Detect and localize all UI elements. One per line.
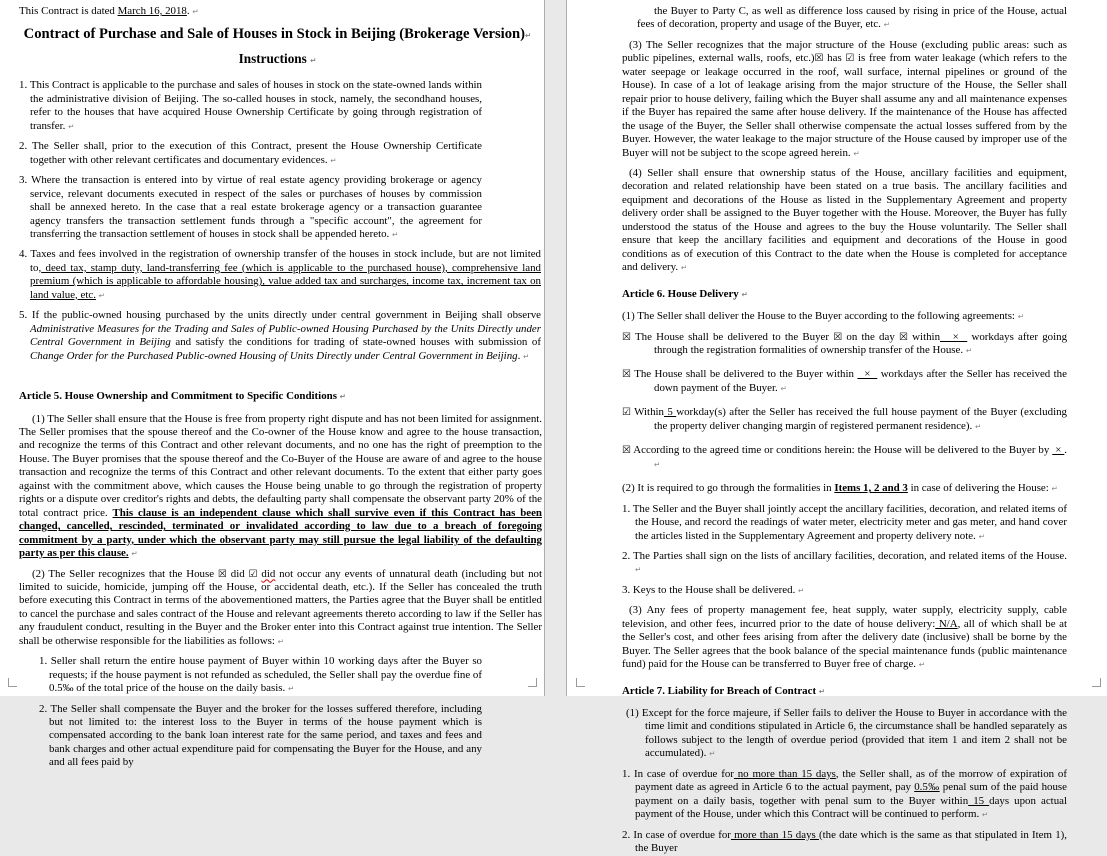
checkbox-crossed-icon: ☒ bbox=[622, 369, 631, 381]
paragraph-mark-icon: ↵ bbox=[1017, 312, 1024, 322]
text-run: According to the agreed time or conditions herein: the House will be delivered to the Buyer by bbox=[630, 444, 1053, 457]
liability-item-2-continuation bbox=[622, 5, 1067, 32]
text-run: (2) The Seller recognizes that the House bbox=[32, 567, 218, 580]
text-run: not occur any events of unnatural death (including but not limited to suicide, homicide, jumping off the House, or accidental death, etc.). If the Seller has concealed the truth before executing this Contract in terms of the abovementioned matters, the Parties agree that the Buyer shall be entitled to cancel the purchase and sales contract of the House and relevant agreements thereto according to law if the Seller has any fraudulent conduct, resulting in the Buyer and the Broker enter into this Contract against true intention. The Seller shall be otherwise responsible for the liabilities as follows: bbox=[19, 567, 542, 647]
contract-title bbox=[19, 25, 536, 45]
text-run: (1) The Seller shall deliver the House to the Buyer according to the following agreements: bbox=[622, 310, 1018, 323]
text-run: (3) The Seller recognizes that the major structure of the House (excluding public areas: such as public pipelines, external walls, roofs, etc.) bbox=[622, 38, 1067, 65]
list-number: 1. bbox=[622, 767, 634, 780]
text-run: Change Order for the Purchased Public-owned Housing of Units Directly under Central Government in Beijing bbox=[30, 349, 518, 362]
paragraph-mark-icon: ↵ bbox=[818, 686, 826, 696]
text-run: 15 bbox=[968, 794, 990, 807]
text-run: deed tax, stamp duty, land-transferring fee (which is applicable to the purchased house), comprehensive land premium (which is applicable to affordable housing), value added tax and surcharges, income tax, increment tax on land value, etc. bbox=[30, 261, 541, 301]
text-run: within bbox=[907, 330, 941, 343]
list-number: 1. bbox=[622, 502, 633, 515]
paragraph-mark-icon: ↵ bbox=[525, 31, 532, 41]
text-run: did bbox=[226, 567, 249, 580]
text-run: If the public-owned housing purchased by the units directly under central government in Beijing shall observe bbox=[31, 309, 541, 322]
text-run: is free from water leakage (which refers to the water seepage or leakage occurred in the roof, wall surface, internal pipelines or ground of the House). In case of a lot of leakage arising from the major structure of the House, the Seller shall repair prior to house delivery, failing which the Buyer shall assume any and all maintenance expenses if the Buyer has repaired the same after house delivery. If the maintenance of the House has affected the usage of the Buyer, the Seller shall otherwise compensate the actual losses suffered from by the Buyer. However, the water leakage to the major structure of the House caused by improper use of the Buyer will not be subject to the scope agreed herein. bbox=[622, 52, 1067, 159]
page-right-content bbox=[567, 0, 1107, 856]
list-number: 3. bbox=[19, 174, 32, 187]
text-run: This clause is an independent clause which shall survive even if this Contract has been changed, cancelled, rescinded, terminated or invalidated according to law due to a breach of foregoing commitment by a party, under which the observant party may still pursue the legal liability of the defaulting party as per this clause. bbox=[19, 506, 542, 560]
text-run: . bbox=[1064, 444, 1068, 457]
instruction-item-4 bbox=[19, 248, 541, 302]
text-run: Article 5. House Ownership and Commitment to Specific Conditions bbox=[19, 390, 340, 403]
page-gap-divider bbox=[544, 0, 567, 696]
instruction-item-5 bbox=[19, 309, 541, 363]
checkbox-crossed-icon: ☒ bbox=[622, 331, 631, 343]
paragraph-mark-icon: ↵ bbox=[780, 383, 787, 393]
text-run: The Seller shall compensate the Buyer and the broker for the losses suffered therefore, including but not limited to: the interest loss to the Buyer in terms of the house payment which is compensated according to the bank loan interest rate for the same period, and taxes and fees and bank charges and other actual expenditure paid for compensating the Buyer for the House, and any and all fees paid by bbox=[49, 702, 482, 769]
paragraph-mark-icon: ↵ bbox=[192, 7, 199, 16]
text-run: Items 1, 2 and 3 bbox=[834, 482, 908, 495]
page-left-content bbox=[0, 0, 544, 770]
text-run: Seller shall return the entire house payment of Buyer within 10 working days after the Buyer so requests; if the house payment is not refunded as scheduled, the Seller shall pay the overdue fine of 0.5‰ of the total price of the house on the daily basis. bbox=[49, 655, 483, 695]
paragraph-mark-icon: ↵ bbox=[654, 459, 661, 469]
text-run: Administrative Measures for the Trading and Sales of Public-owned Housing Purchased by the Units Directly under Central Government in Beijing bbox=[30, 322, 541, 349]
checkbox-crossed-icon: ☒ bbox=[833, 331, 843, 343]
text-run: March 16, 2018 bbox=[117, 5, 187, 17]
text-run: Article 7. Liability for Breach of Contract bbox=[622, 684, 819, 697]
text-run: 5 bbox=[663, 406, 677, 419]
text-run: the Buyer to Party C, as well as difference loss caused by rising in price of the House, actual fees of decoration, property and usage of the Buyer, etc. bbox=[637, 5, 1067, 31]
paragraph-mark-icon: ↵ bbox=[918, 660, 926, 670]
text-run: × bbox=[857, 368, 878, 381]
text-run: The Seller and the Buyer shall jointly accept the ancillary facilities, decoration, and related items of the House, and record the readings of water meter, electricity meter and gas meter, and hand cover the articles listed in the Supplementary Agreement and property delivery note. bbox=[632, 502, 1067, 542]
paragraph-mark-icon: ↵ bbox=[330, 155, 337, 165]
formality-item-1 bbox=[622, 503, 1067, 543]
paragraph-mark-icon: ↵ bbox=[635, 565, 642, 575]
article-6-para-2 bbox=[622, 482, 1067, 495]
formality-item-3 bbox=[622, 584, 1067, 597]
article-7-para-1 bbox=[622, 707, 1067, 761]
text-run: The House shall be delivered to the Buyer bbox=[630, 330, 834, 343]
text-run: workdays after the Seller has received the down payment of the Buyer. bbox=[654, 368, 1067, 394]
paragraph-mark-icon: ↵ bbox=[981, 810, 989, 820]
paragraph-mark-icon: ↵ bbox=[798, 585, 805, 595]
list-number: 2. bbox=[39, 702, 51, 715]
text-run: × bbox=[1052, 444, 1065, 457]
text-boundary-mark bbox=[8, 678, 17, 687]
article-5-heading bbox=[19, 390, 542, 403]
text-run: N/A bbox=[935, 617, 958, 630]
text-run: (1) Except for the force majeure, if Seller fails to deliver the House to Buyer in accordance with the time limit and conditions stipulated in Article 6, the circumstance shall be handled separately as follows subject to the length of overdue period (provided that item 1 and item 2 shall not be accumulated). bbox=[626, 707, 1067, 760]
instruction-item-2 bbox=[19, 140, 482, 167]
text-run: workday(s) after the Seller has received the full house payment of the Buyer (excluding the property deliver changing margin of registered permanent residence). bbox=[654, 406, 1067, 432]
paragraph-mark-icon: ↵ bbox=[853, 148, 860, 158]
article-5-para-2 bbox=[19, 568, 542, 649]
text-run: on the day bbox=[842, 330, 899, 343]
list-number: 5. bbox=[19, 309, 32, 322]
text-boundary-mark bbox=[1092, 678, 1101, 687]
delivery-option-1 bbox=[622, 331, 1067, 358]
checkbox-crossed-icon: ☒ bbox=[622, 445, 631, 457]
spellcheck-flagged-word: did bbox=[261, 567, 276, 580]
text-run: Taxes and fees involved in the registration of ownership transfer of the houses in stock include, but are not limited to, bbox=[30, 248, 542, 274]
checkbox-crossed-icon: ☒ bbox=[899, 331, 908, 343]
text-run: Contract of Purchase and Sale of Houses in Stock in Beijing (Brokerage Version) bbox=[23, 26, 526, 43]
delivery-option-3 bbox=[622, 406, 1067, 433]
article-6-heading bbox=[622, 288, 1067, 301]
list-number: 4. bbox=[19, 248, 31, 261]
list-number: 1. bbox=[39, 655, 51, 668]
list-number: 1. bbox=[19, 79, 30, 92]
text-run: Article 6. House Delivery bbox=[622, 287, 742, 300]
text-run: penal sum of the paid house payment on a daily basis, together with penal sum to the Buyer within bbox=[635, 781, 1067, 807]
document-page-right bbox=[567, 0, 1107, 855]
paragraph-mark-icon: ↵ bbox=[68, 121, 75, 131]
text-run: (the date which is the same as that stipulated in Item 1), the Buyer bbox=[635, 828, 1067, 855]
text-run: has bbox=[823, 52, 846, 65]
article-5-para-1 bbox=[19, 413, 542, 561]
article-5-para-3 bbox=[622, 39, 1067, 160]
instruction-item-1 bbox=[19, 79, 482, 133]
overdue-item-2 bbox=[622, 829, 1067, 856]
text-boundary-mark bbox=[576, 678, 585, 687]
paragraph-mark-icon: ↵ bbox=[277, 636, 284, 646]
checkbox-checked-icon: ☑ bbox=[845, 53, 855, 65]
paragraph-mark-icon: ↵ bbox=[965, 345, 973, 355]
text-boundary-mark bbox=[528, 678, 537, 687]
text-run: (1) The Seller shall ensure that the House is free from property right dispute and has not been limited for assignment. The Seller promises that the spouse thereof and the Co-owner of the House know and agree to the house transaction, and recognize the terms of this Contract and other relevant documents, and no one has the right of preemption to the House. The Buyer promises that the spouse thereof and the Co-Buyer of the House are aware of and agree to the house transaction and recognize the terms of this Contract and other relevant documents. To the extent that either party goes against with the commitment above, which causes the House being unable to go through the registration of property rights or a dispute over creditor's rights and debts, the defaulting party shall compensate the observant party 20% of the total contract price. bbox=[19, 412, 543, 519]
text-run: . bbox=[186, 5, 193, 17]
delivery-option-2 bbox=[622, 368, 1067, 395]
text-run: , the Seller shall, as of the morrow of expiration of payment date as agreed in Article 6 to the actual payment, pay bbox=[635, 767, 1067, 794]
text-run: , all of which shall be at the Seller's cost, and other fees arising from after the delivery date (inclusive) shall be borne by the Buyer. The Seller agrees that the book balance of the special maintenance funds (public maintenance fund) paid for the House can be transferred to Buyer free of charge. bbox=[622, 617, 1067, 671]
article-6-para-3 bbox=[622, 604, 1067, 671]
checkbox-crossed-icon: ☒ bbox=[217, 568, 227, 580]
paragraph-mark-icon: ↵ bbox=[680, 263, 688, 273]
text-run: and satisfy the conditions for trading of state-owned houses with submission of bbox=[170, 336, 541, 349]
text-run: Within bbox=[630, 406, 664, 419]
text-run: Instructions bbox=[238, 51, 311, 67]
list-number: 3. bbox=[622, 583, 633, 596]
formality-item-2 bbox=[622, 550, 1067, 577]
text-run: The House shall be delivered to the Buyer within bbox=[630, 368, 858, 381]
paragraph-mark-icon: ↵ bbox=[523, 351, 530, 361]
instructions-heading bbox=[19, 50, 536, 69]
article-7-heading bbox=[622, 685, 1067, 698]
paragraph-mark-icon: ↵ bbox=[131, 549, 138, 559]
list-number: 2. bbox=[622, 549, 634, 562]
paragraph-mark-icon: ↵ bbox=[741, 289, 748, 299]
text-run: The Seller shall, prior to the execution of this Contract, present the House Ownership Certificate together with other relevant certificates and documentary evidences. bbox=[30, 140, 482, 166]
paragraph-mark-icon: ↵ bbox=[709, 749, 716, 759]
paragraph-mark-icon: ↵ bbox=[1051, 484, 1058, 494]
text-run: In case of overdue for bbox=[633, 767, 734, 780]
paragraph-mark-icon: ↵ bbox=[974, 421, 982, 431]
text-run: This Contract is applicable to the purchase and sales of houses in stock on the state-owned lands within the administrative division of Beijing. The so-called houses in stock, namely, the secondhand houses, refer to the houses that have acquired House Ownership Certificate by going through registration of transfer. bbox=[29, 79, 482, 132]
text-run: Keys to the House shall be delivered. bbox=[632, 583, 799, 596]
date-line bbox=[19, 5, 542, 18]
checkbox-checked-icon: ☑ bbox=[248, 568, 258, 580]
paragraph-mark-icon: ↵ bbox=[98, 290, 105, 300]
paragraph-mark-icon: ↵ bbox=[310, 56, 317, 66]
text-run: workdays after going through the registration formalities of ownership transfer of the House. bbox=[654, 330, 1068, 356]
article-6-para-1 bbox=[622, 310, 1067, 323]
text-run: no more than 15 days bbox=[733, 767, 836, 780]
text-run: 0.5‰ bbox=[914, 781, 940, 794]
list-number: 2. bbox=[19, 140, 32, 153]
liability-item-1 bbox=[39, 655, 482, 695]
paragraph-mark-icon: ↵ bbox=[883, 20, 890, 30]
text-run: This Contract is dated bbox=[19, 5, 118, 17]
text-run: (2) It is required to go through the formalities in bbox=[622, 482, 835, 495]
text-run: (3) Any fees of property management fee, heat supply, water supply, electricity supply, cable television, and other fees, incurred prior to the date of house delivery: bbox=[622, 604, 1067, 630]
text-run: × bbox=[940, 330, 968, 343]
checkbox-checked-icon: ☑ bbox=[622, 407, 631, 419]
text-run: in case of delivering the House: bbox=[907, 482, 1052, 495]
list-number: 2. bbox=[622, 828, 634, 841]
paragraph-mark-icon: ↵ bbox=[392, 229, 399, 239]
text-run: . bbox=[517, 349, 524, 362]
text-run: more than 15 days bbox=[730, 828, 819, 841]
instruction-item-3 bbox=[19, 174, 482, 241]
paragraph-mark-icon: ↵ bbox=[287, 684, 295, 694]
article-5-para-4 bbox=[622, 167, 1067, 275]
delivery-option-4 bbox=[622, 444, 1067, 471]
document-page-left bbox=[0, 0, 544, 769]
text-run: days upon actual payment of the House, under which this Contract will be continued to perform. bbox=[635, 794, 1068, 821]
paragraph-mark-icon: ↵ bbox=[339, 392, 346, 402]
overdue-item-1 bbox=[622, 768, 1067, 822]
text-run: Where the transaction is entered into by virtue of real estate agency providing brokerage or agency service, relevant documents executed in respect of the sales or purchases of houses by commission shall be annexed hereto. In the case that a real estate brokerage agency or a transaction guarantee agency transfers the transaction settlement funds through a "specific account", the agreement for transferring the transaction settlement of houses in stock shall be appended hereto. bbox=[30, 174, 482, 240]
paragraph-mark-icon: ↵ bbox=[978, 531, 985, 541]
checkbox-crossed-icon: ☒ bbox=[814, 53, 824, 65]
liability-item-2 bbox=[39, 703, 482, 770]
text-run: (4) Seller shall ensure that ownership status of the House, ancillary facilities and equipment, decoration and related relationship have been stated on a true basis. The ancillary facilities and equipment and decorations of the House as listed in the Supplementary Agreement and property delivery order shall be assigned to the Buyer together with the House. Moreover, the Buyer has fully understood the status of the House and agrees to the buy the House voluntarily. The Seller shall ensure that keep the ancillary facilities and equipment and decorations of the House in good conditions as of execution of this Contract to the date when the House is completed for acceptance and delivery. bbox=[622, 166, 1067, 274]
text-run: In case of overdue for bbox=[633, 828, 731, 841]
text-run: The Parties shall sign on the lists of ancillary facilities, decoration, and related items of the House. bbox=[633, 549, 1067, 562]
